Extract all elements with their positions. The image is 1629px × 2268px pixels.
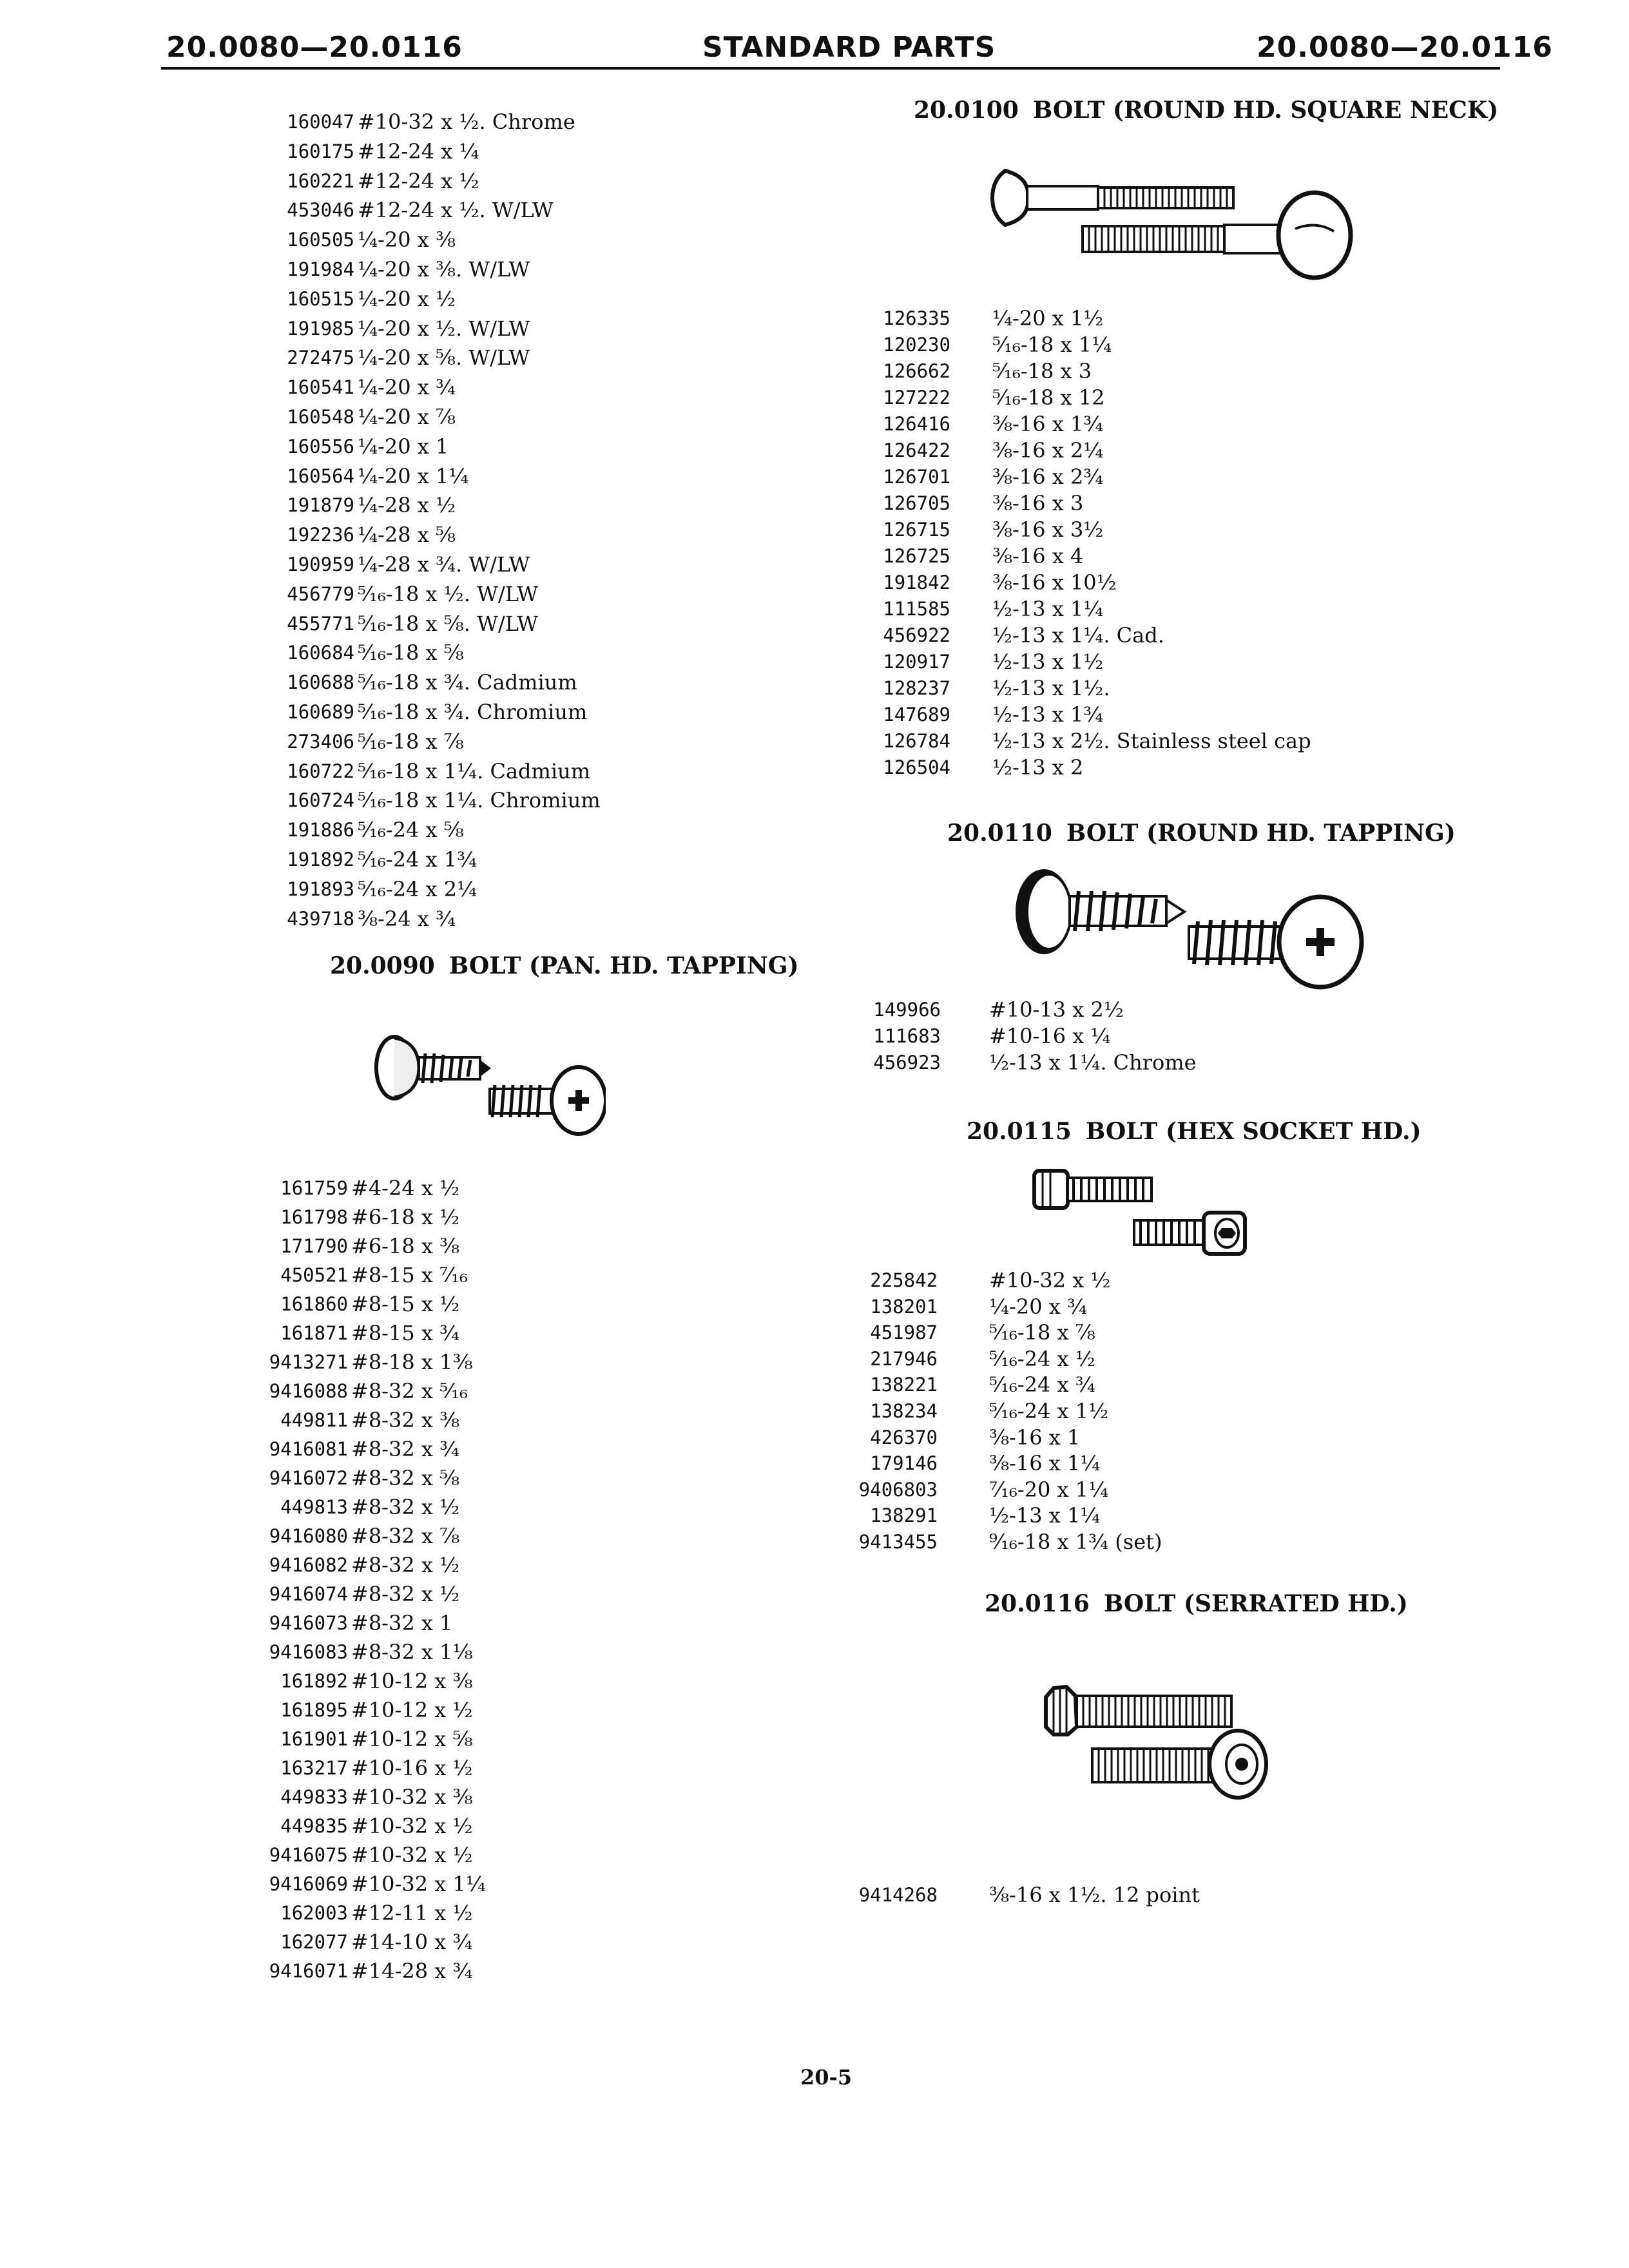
part-description: #10-16 x ¼ <box>989 1024 1111 1048</box>
part-number: 126705 <box>883 492 950 514</box>
part-number: 162077 <box>280 1931 348 1953</box>
part-number: 439718 <box>287 907 354 930</box>
section-number: 20.0116 <box>985 1590 1090 1617</box>
part-description: ⁵⁄₁₆-18 x ¾. Chromium <box>358 700 588 724</box>
part-number: 453046 <box>287 199 354 222</box>
part-number: 9416071 <box>269 1960 348 1982</box>
part-number: 449813 <box>280 1496 348 1518</box>
part-number: 190959 <box>287 553 354 575</box>
part-number: 273406 <box>287 730 354 753</box>
part-description: ⁵⁄₁₆-18 x ⅝ <box>358 640 464 666</box>
part-number: 161901 <box>280 1728 348 1750</box>
part-number: 160548 <box>287 406 354 428</box>
part-number: 161798 <box>280 1206 348 1228</box>
part-number: 111683 <box>873 1025 941 1047</box>
part-number: 225842 <box>870 1269 938 1291</box>
part-number: 9413455 <box>858 1531 938 1553</box>
part-description: ¼-20 x ⅜. W/LW <box>358 257 530 282</box>
part-number: 160047 <box>287 111 354 133</box>
part-description: #12-24 x ½. W/LW <box>358 198 554 223</box>
part-number: 160221 <box>287 169 354 192</box>
part-description: #8-32 x ⅝ <box>351 1466 460 1490</box>
part-number: 161860 <box>280 1293 348 1315</box>
part-description: #10-12 x ⅝ <box>351 1727 473 1751</box>
part-number: 9413271 <box>269 1351 348 1373</box>
part-description: ¼-20 x ⅝. W/LW <box>358 345 530 370</box>
part-description: ⁷⁄₁₆-20 x 1¼ <box>989 1477 1109 1502</box>
part-number: 192236 <box>287 524 354 546</box>
section-heading-20-0115 <box>967 1118 1422 1145</box>
part-number: 126662 <box>883 360 950 382</box>
part-description: #10-13 x 2½ <box>989 997 1124 1022</box>
section-number: 20.0090 <box>330 952 435 979</box>
header-left-range: 20.0080—20.0116 <box>166 31 463 64</box>
part-number: 163217 <box>280 1757 348 1779</box>
part-description: #10-32 x ½. Chrome <box>358 110 575 134</box>
part-number: 9416082 <box>269 1554 348 1576</box>
part-description: ⁵⁄₁₆-18 x 12 <box>992 385 1105 410</box>
part-description: #10-32 x ½ <box>351 1843 473 1867</box>
part-description: ½-13 x 1¼ <box>992 597 1104 621</box>
part-number: 120230 <box>883 334 950 356</box>
part-number: 128237 <box>883 677 950 699</box>
part-description: ⁵⁄₁₆-18 x ⅞ <box>358 729 464 754</box>
serrated-head-bolt-icon <box>1041 1682 1273 1804</box>
section-title: BOLT (HEX SOCKET HD.) <box>1085 1118 1422 1145</box>
part-number: 138234 <box>870 1400 938 1422</box>
part-number: 450521 <box>280 1264 348 1286</box>
part-number: 426370 <box>870 1426 938 1448</box>
part-description: #8-18 x 1⅜ <box>351 1350 473 1374</box>
part-description: ⁵⁄₁₆-18 x ½. W/LW <box>358 581 539 606</box>
part-description: ¼-20 x 1 <box>358 434 449 459</box>
part-description: #10-32 x 1¼ <box>351 1872 486 1896</box>
part-number: 456923 <box>873 1052 941 1073</box>
section-title: BOLT (ROUND HD. SQUARE NECK) <box>1032 97 1499 124</box>
part-number: 449835 <box>280 1815 348 1837</box>
part-number: 160556 <box>287 435 354 457</box>
section-number: 20.0110 <box>947 820 1052 847</box>
part-description: #8-32 x ¾ <box>351 1437 460 1461</box>
part-description: #6-18 x ⅜ <box>351 1234 460 1258</box>
section-title: BOLT (PAN. HD. TAPPING) <box>448 952 799 979</box>
part-number: 126335 <box>883 307 950 329</box>
round-head-square-neck-bolt-icon <box>986 164 1366 287</box>
part-description: #10-32 x ½ <box>351 1814 473 1838</box>
part-description: ⁵⁄₁₆-18 x 3 <box>992 359 1092 383</box>
part-description: ½-13 x 1¼ <box>989 1503 1101 1528</box>
part-number: 126715 <box>883 519 950 541</box>
part-number: 138291 <box>870 1504 938 1527</box>
part-number: 160724 <box>287 789 354 812</box>
part-number: 272475 <box>287 347 354 369</box>
part-number: 449833 <box>280 1786 348 1808</box>
part-description: ⅜-16 x 2¼ <box>992 438 1104 463</box>
part-number: 149966 <box>873 999 941 1021</box>
section-heading-20-0100 <box>914 97 1498 124</box>
part-description: #8-32 x 1 <box>351 1611 453 1635</box>
part-number: 191984 <box>287 258 354 280</box>
part-description: ⅜-16 x 3 <box>992 491 1084 515</box>
section-number: 20.0100 <box>914 97 1019 124</box>
part-description: #14-28 x ¾ <box>351 1959 473 1983</box>
part-number: 9416081 <box>269 1438 348 1460</box>
part-description: ½-13 x 1¾ <box>992 702 1104 727</box>
part-number: 126701 <box>883 466 950 488</box>
part-number: 179146 <box>870 1452 938 1475</box>
part-description: ½-13 x 2 <box>992 755 1084 780</box>
part-number: 161895 <box>280 1699 348 1721</box>
part-description: ⁹⁄₁₆-18 x 1¾ (set) <box>989 1530 1162 1554</box>
part-number: 126784 <box>883 730 950 752</box>
part-number: 9414268 <box>858 1884 938 1906</box>
part-description: ⁵⁄₁₆-24 x ¾ <box>989 1372 1095 1398</box>
part-description: ⁵⁄₁₆-24 x 1½ <box>989 1399 1109 1423</box>
part-number: 138201 <box>870 1295 938 1318</box>
part-description: ⁵⁄₁₆-18 x 1¼. Cadmium <box>358 758 591 783</box>
part-number: 9416075 <box>269 1844 348 1866</box>
part-description: ¼-20 x 1¼ <box>358 463 469 488</box>
part-description: ¼-28 x ¾. W/LW <box>358 552 530 577</box>
section-heading-20-0116 <box>985 1590 1408 1617</box>
part-description: ⅜-16 x 1½. 12 point <box>989 1883 1200 1907</box>
part-number: 161892 <box>280 1670 348 1692</box>
part-description: ⁵⁄₁₆-24 x 2¼ <box>358 876 477 901</box>
part-description: ¼-20 x ⅞ <box>358 405 456 429</box>
part-description: ½-13 x 1½ <box>992 649 1104 674</box>
part-number: 456922 <box>883 624 950 646</box>
section-number: 20.0115 <box>967 1118 1072 1145</box>
part-number: 9416088 <box>269 1380 348 1402</box>
part-number: 160564 <box>287 465 354 487</box>
round-head-tapping-bolt-icon <box>1008 863 1369 992</box>
part-number: 9406803 <box>858 1478 938 1501</box>
part-description: ¼-20 x ½. W/LW <box>358 316 530 341</box>
part-description: #10-32 x ½ <box>989 1268 1111 1293</box>
part-description: ⅜-16 x 2¾ <box>992 465 1104 489</box>
part-number: 161759 <box>280 1177 348 1199</box>
part-description: #8-32 x ½ <box>351 1553 460 1577</box>
part-description: ⅜-24 x ¾ <box>358 906 456 931</box>
part-number: 126422 <box>883 439 950 461</box>
part-description: #8-32 x ½ <box>351 1582 460 1606</box>
part-number: 456779 <box>287 582 354 605</box>
part-description: #10-16 x ½ <box>351 1756 473 1780</box>
part-description: #14-10 x ¾ <box>351 1930 473 1954</box>
part-description: #8-32 x ⅞ <box>351 1524 460 1548</box>
part-number: 160175 <box>287 140 354 162</box>
part-description: ½-13 x 1¼. Cad. <box>992 623 1164 648</box>
part-number: 9416080 <box>269 1525 348 1547</box>
part-number: 138221 <box>870 1374 938 1396</box>
part-description: #10-32 x ⅜ <box>351 1785 473 1809</box>
part-number: 126725 <box>883 545 950 567</box>
part-number: 9416073 <box>269 1612 348 1634</box>
part-number: 191842 <box>883 572 950 593</box>
part-description: ⁵⁄₁₆-24 x ½ <box>989 1346 1095 1371</box>
part-description: ⅜-16 x 4 <box>992 544 1084 568</box>
part-description: #8-32 x ⅜ <box>351 1408 460 1432</box>
section-title: BOLT (ROUND HD. TAPPING) <box>1066 820 1456 847</box>
part-number: 160688 <box>287 671 354 694</box>
part-description: ½-13 x 2½. Stainless steel cap <box>992 729 1311 753</box>
header-title: STANDARD PARTS <box>702 31 996 64</box>
part-description: ⁵⁄₁₆-18 x 1¼. Chromium <box>358 788 601 813</box>
part-number: 191893 <box>287 878 354 900</box>
part-number: 160541 <box>287 376 354 399</box>
part-number: 120917 <box>883 651 950 673</box>
hex-socket-head-bolt-icon <box>1031 1168 1250 1264</box>
section-title: BOLT (SERRATED HD.) <box>1103 1590 1408 1617</box>
part-description: ⁵⁄₁₆-24 x ⅝ <box>358 818 464 843</box>
part-description: ⅜-16 x 10½ <box>992 570 1117 595</box>
part-number: 147689 <box>883 704 950 726</box>
part-description: #8-15 x ⁷⁄₁₆ <box>351 1263 468 1287</box>
part-description: #12-11 x ½ <box>351 1901 473 1925</box>
part-number: 111585 <box>883 598 950 620</box>
part-description: #8-32 x ⁵⁄₁₆ <box>351 1379 468 1403</box>
part-description: ½-13 x 1¼. Chrome <box>989 1050 1197 1075</box>
part-description: ⁵⁄₁₆-18 x ⅝. W/LW <box>358 611 539 636</box>
section-heading-20-0090 <box>330 952 799 979</box>
part-description: #10-12 x ⅜ <box>351 1669 473 1693</box>
part-description: ⅜-16 x 1 <box>989 1425 1081 1450</box>
part-description: ⅜-16 x 1¾ <box>992 412 1104 436</box>
part-number: 160684 <box>287 642 354 664</box>
part-description: ¼-28 x ½ <box>358 493 456 518</box>
part-description: #12-24 x ¼ <box>358 139 479 164</box>
part-number: 160505 <box>287 229 354 251</box>
part-description: ¼-20 x ⅜ <box>358 227 456 253</box>
part-description: ¼-20 x ½ <box>358 286 456 311</box>
part-description: #8-15 x ½ <box>351 1292 460 1316</box>
part-description: ⁵⁄₁₆-18 x 1¼ <box>992 332 1112 357</box>
page-number: 20-5 <box>800 2065 853 2090</box>
header-rule <box>161 67 1500 70</box>
part-number: 191985 <box>287 317 354 340</box>
part-number: 160515 <box>287 287 354 310</box>
part-number: 9416069 <box>269 1873 348 1895</box>
part-number: 191892 <box>287 849 354 870</box>
part-number: 9416083 <box>269 1641 348 1663</box>
part-number: 449811 <box>280 1409 348 1431</box>
part-number: 171790 <box>280 1235 348 1257</box>
part-description: ¼-20 x 1½ <box>992 306 1104 331</box>
part-number: 160689 <box>287 701 354 723</box>
part-description: #4-24 x ½ <box>351 1176 460 1200</box>
part-number: 160722 <box>287 760 354 782</box>
header-right-range: 20.0080—20.0116 <box>1257 31 1553 64</box>
part-description: ⁵⁄₁₆-24 x 1¾ <box>358 847 477 872</box>
part-description: ⅜-16 x 3½ <box>992 517 1104 542</box>
part-description: ⅜-16 x 1¼ <box>989 1451 1101 1476</box>
part-number: 161871 <box>280 1322 348 1344</box>
part-description: #6-18 x ½ <box>351 1205 460 1229</box>
part-number: 9416074 <box>269 1583 348 1605</box>
part-description: ¼-20 x ¾ <box>989 1294 1087 1319</box>
part-description: ⁵⁄₁₆-18 x ⅞ <box>989 1320 1095 1345</box>
part-number: 451987 <box>870 1321 938 1344</box>
part-description: #8-15 x ¾ <box>351 1321 460 1345</box>
part-number: 126416 <box>883 413 950 435</box>
part-number: 127222 <box>883 387 950 408</box>
part-description: #8-32 x 1⅛ <box>351 1640 473 1664</box>
part-number: 162003 <box>280 1902 348 1924</box>
part-description: ¼-20 x ¾ <box>358 375 456 400</box>
part-description: #12-24 x ½ <box>358 168 479 193</box>
part-description: ½-13 x 1½. <box>992 676 1110 700</box>
part-description: ¼-28 x ⅝ <box>358 523 456 548</box>
part-number: 9416072 <box>269 1467 348 1489</box>
pan-head-tapping-bolt-icon <box>367 1024 606 1147</box>
part-description: #8-32 x ½ <box>351 1495 460 1519</box>
part-number: 455771 <box>287 612 354 635</box>
section-heading-20-0110 <box>947 820 1456 847</box>
part-number: 191886 <box>287 819 354 841</box>
part-description: ⁵⁄₁₆-18 x ¾. Cadmium <box>358 670 577 695</box>
part-number: 126504 <box>883 756 950 778</box>
part-number: 191879 <box>287 494 354 517</box>
part-number: 217946 <box>870 1347 938 1370</box>
part-description: #10-12 x ½ <box>351 1698 473 1722</box>
